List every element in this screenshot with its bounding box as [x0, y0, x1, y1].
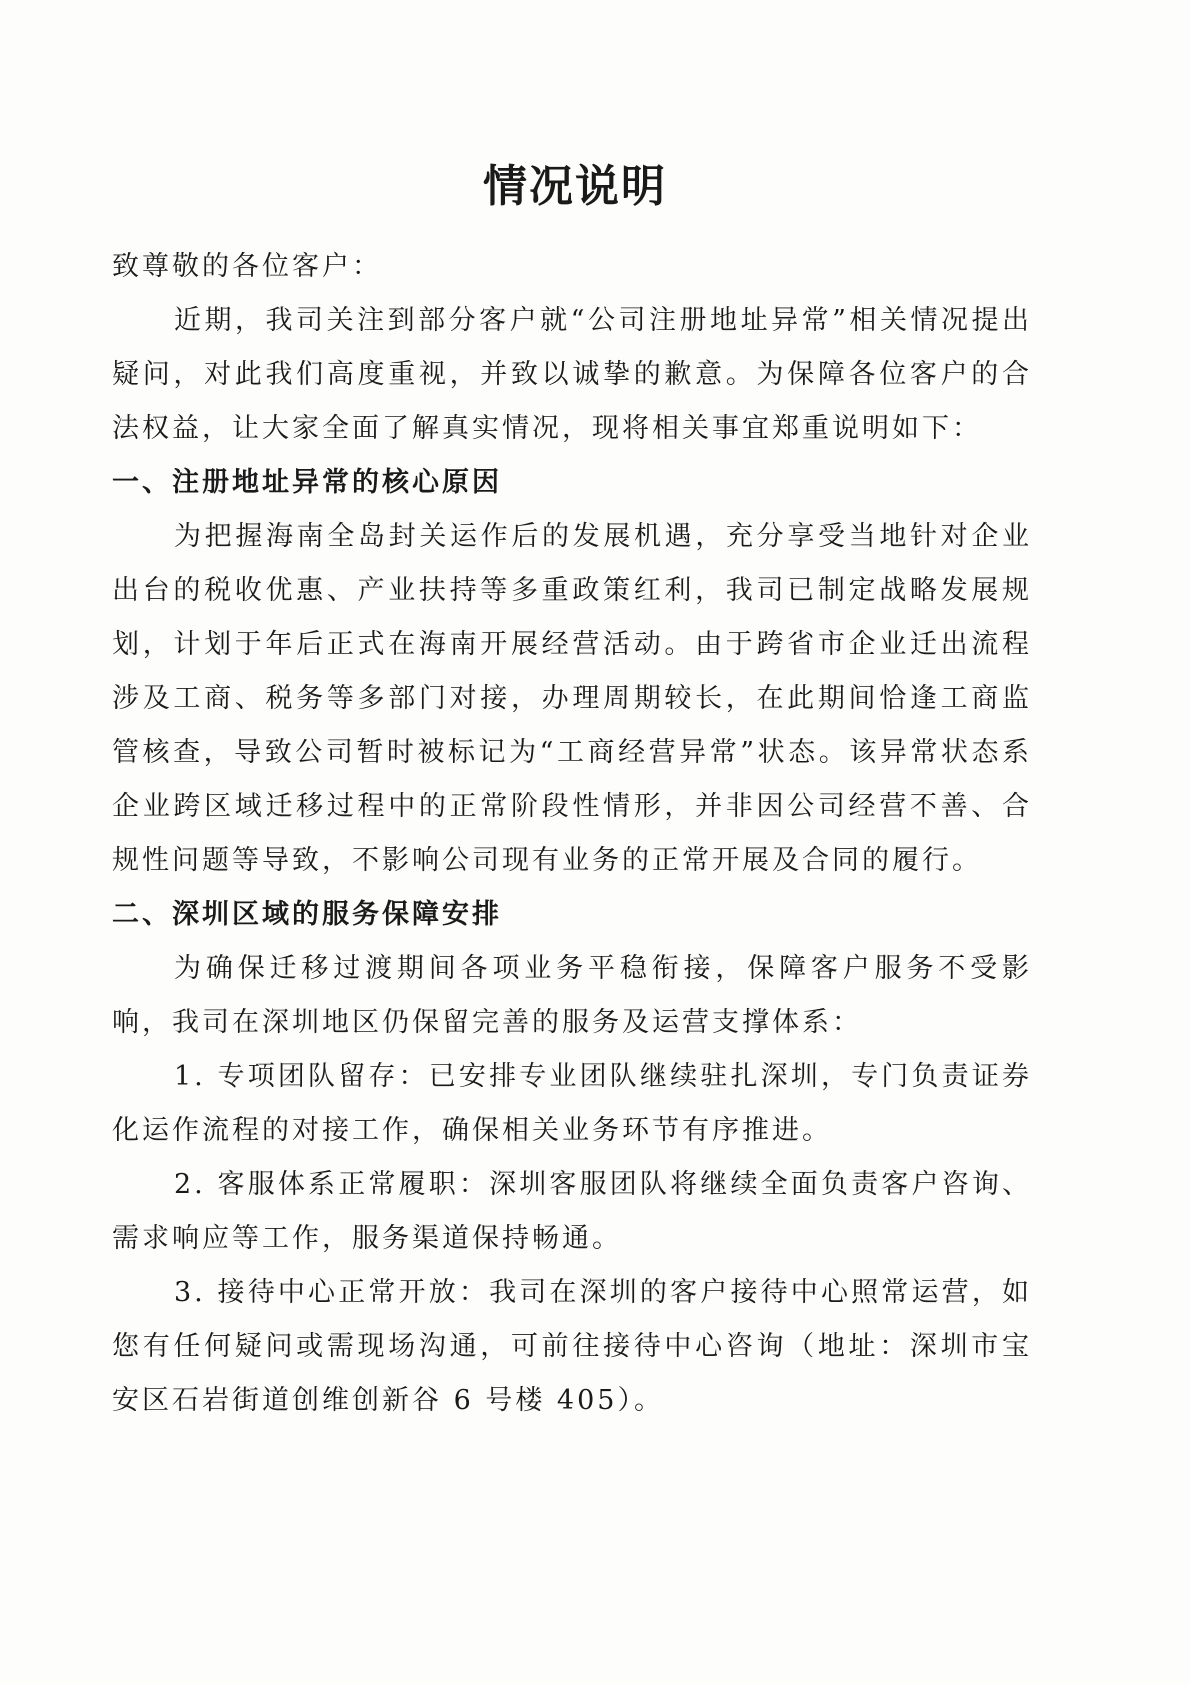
section-2-item: 3. 接待中心正常开放：我司在深圳的客户接待中心照常运营，如您有任何疑问或需现场沟通，可前往接待中心咨询（地址：深圳市宝安区石岩街道创维创新谷 6 号楼 405）。: [112, 1277, 1032, 1416]
section-1-heading: 一、注册地址异常的核心原因: [112, 467, 502, 498]
document-title: 情况说明: [483, 161, 667, 212]
document-body: [112, 240, 1032, 1428]
section-2-item: 1. 专项团队留存：已安排专业团队继续驻扎深圳，专门负责证券化运作流程的对接工作，确保相关业务环节有序推进。: [112, 1061, 1032, 1146]
salutation: 致尊敬的各位客户：: [112, 251, 382, 282]
section-2-item: 2. 客服体系正常履职：深圳客服团队将继续全面负责客户咨询、需求响应等工作，服务渠道保持畅通。: [112, 1169, 1032, 1254]
intro-paragraph: 近期，我司关注到部分客户就“公司注册地址异常”相关情况提出疑问，对此我们高度重视，并致以诚挚的歉意。为保障各位客户的合法权益，让大家全面了解真实情况，现将相关事宜郑重说明如下：: [112, 305, 1032, 444]
section-1-paragraph: 为把握海南全岛封关运作后的发展机遇，充分享受当地针对企业出台的税收优惠、产业扶持等多重政策红利，我司已制定战略发展规划，计划于年后正式在海南开展经营活动。由于跨省市企业迁出流程涉及工商、税务等多部门对接，办理周期较长，在此期间恰逢工商监管核查，导致公司暂时被标记为“工商经营异常”状态。该异常状态系企业跨区域迁移过程中的正常阶段性情形，并非因公司经营不善、合规性问题等导致，不影响公司现有业务的正常开展及合同的履行。: [112, 521, 1032, 876]
section-2-heading: 二、深圳区域的服务保障安排: [112, 899, 502, 930]
section-2-paragraph: 为确保迁移过渡期间各项业务平稳衔接，保障客户服务不受影响，我司在深圳地区仍保留完善的服务及运营支撑体系：: [112, 953, 1032, 1038]
